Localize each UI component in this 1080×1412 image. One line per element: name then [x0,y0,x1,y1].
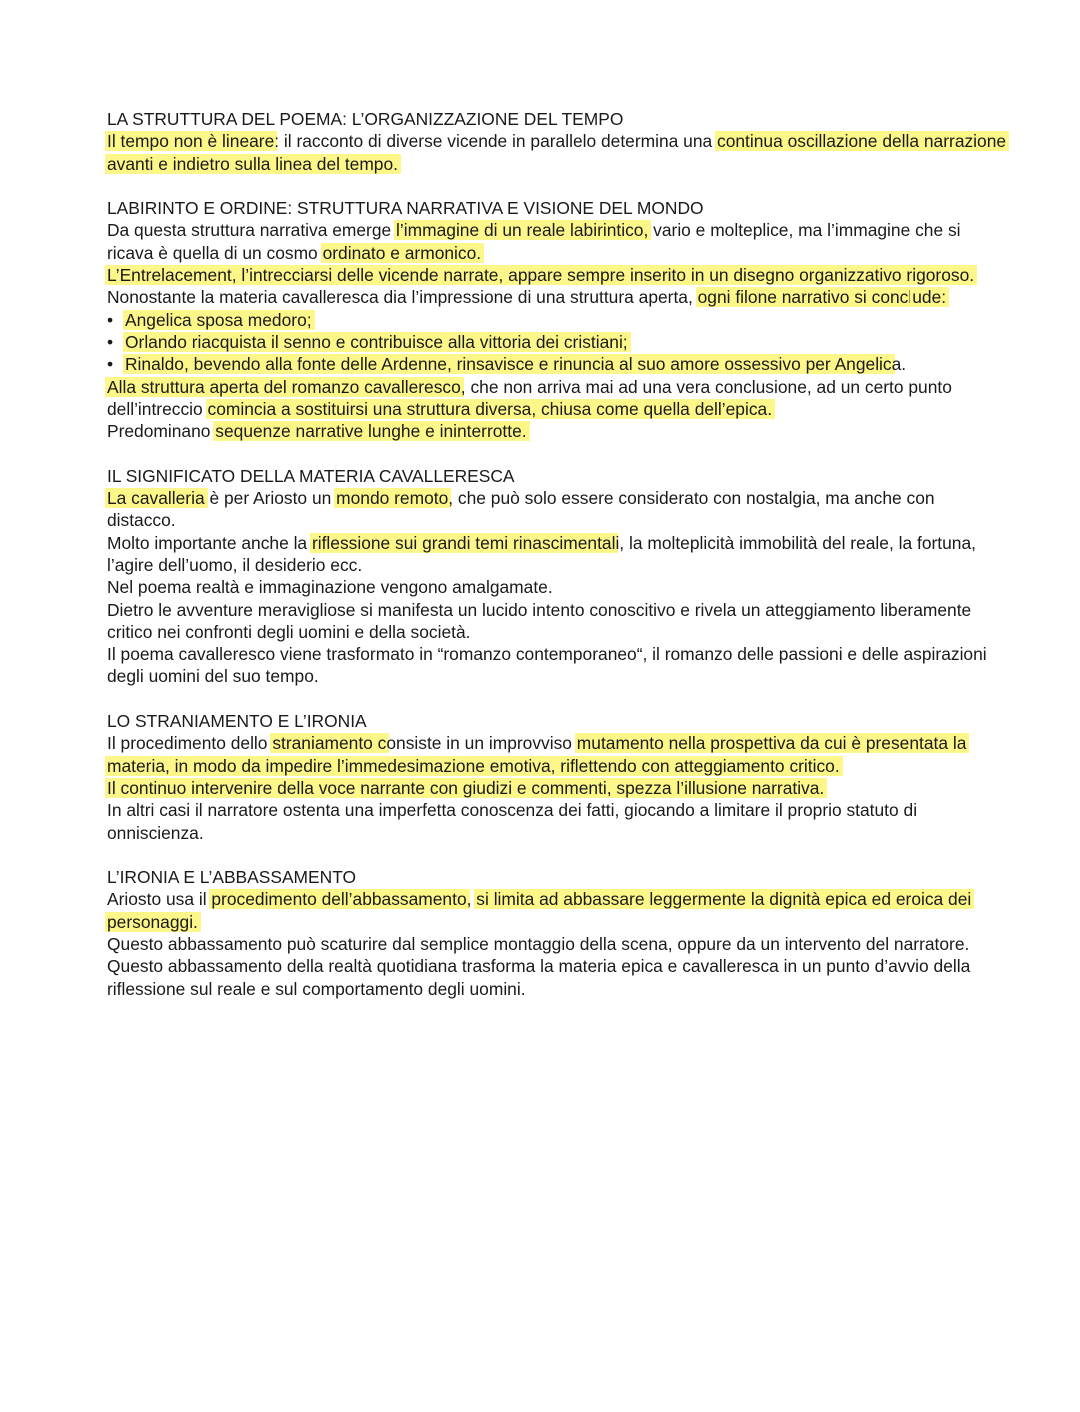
highlighted-text: continua oscillazione della narrazione avanti e indietro sulla linea del tempo. [107,131,1007,174]
paragraph [107,219,1007,264]
document-page [107,108,1007,1022]
highlighted-text: L’Entrelacement, l’intrecciarsi delle vicende narrate, appare sempre inserito in un disegno organizzativo rigoroso. [107,265,975,286]
highlighted-text: mutamento nella prospettiva da cui è presentata la materia, in modo da impedire l’immedesimazione emotiva, riflettendo con atteggiamento critico. [107,733,967,776]
paragraph [107,888,1007,933]
bullet-item [107,353,1007,375]
paragraph [107,955,1007,1000]
paragraph [107,599,1007,644]
bullet-item [107,309,1007,331]
text-run: vario e molteplice, ma l’immagine che si ricava è quella di un cosmo [107,220,961,263]
bullet-list [107,309,1007,376]
highlighted-text: Il continuo intervenire della voce narrante con giudizi e commenti, spezza l’illusione narrativa. [107,777,825,798]
paragraph [107,532,1007,577]
highlighted-text: l’immagine di un reale labirintico, [396,220,649,241]
text-run: : il racconto di diverse vicende in parallelo determina una [274,131,717,152]
section-title: LO STRANIAMENTO E L’IRONIA [107,711,367,732]
highlighted-text: ogni filone narrativo si concl [697,287,913,308]
highlighted-text: Orlando riacquista il senno e contribuisce alla vittoria dei cristiani; [125,331,628,352]
document-section [107,866,1007,1000]
paragraph [107,264,1007,286]
highlighted-text: Rinaldo, bevendo alla fonte delle Ardenne, rinsavisce e rinuncia al suo amore ossessivo per Angelic [125,354,892,375]
paragraph [107,576,1007,598]
highlighted-text: La cavalleria [107,488,205,509]
text-run: , che può solo essere considerato con nostalgia, ma anche con distacco. [107,488,935,531]
text-run: Questo abbassamento della realtà quotidiana trasforma la materia epica e cavalleresca in un punto d’avvio della riflessione sul reale e sul comportamento degli uomini. [107,956,971,999]
bullet-item [107,331,1007,353]
paragraph [107,420,1007,442]
text-run: , [466,889,477,910]
highlighted-text: sequenze narrative lunghe e ininterrotte. [215,421,527,442]
highlighted-text: riflessione sui grandi temi rinascimental [311,532,616,553]
highlighted-text: Alla struttura aperta del romanzo cavalleresco [107,376,461,397]
paragraph [107,643,1007,688]
highlighted-text: procedimento dell’abbassamento [211,889,467,910]
text-run: Predominano [107,421,216,442]
paragraph [107,799,1007,844]
paragraph [107,732,1007,777]
highlighted-text: ordinato e armonico. [322,242,482,263]
highlighted-text: mondo remoto [336,488,449,509]
text-run: i, la molteplicità immobilità del reale, la fortuna, l’agire dell’uomo, il desiderio ecc. [107,532,976,575]
document-section [107,108,1007,175]
text-run: Nonostante la materia cavalleresca dia l’impressione di una struttura aperta, [107,287,698,308]
text-run: Ariosto usa il [107,889,212,910]
highlighted-text: Il tempo non è lineare [107,131,275,152]
text-run: onsiste in un improvviso [386,733,577,754]
text-run: Questo abbassamento può scaturire dal semplice montaggio della scena, oppure da un intervento del narratore. [107,933,970,954]
highlighted-text: si limita ad abbassare leggermente la dignità epica ed eroica dei personaggi. [107,889,972,932]
text-run: Nel poema realtà e immaginazione vengono amalgamate. [107,577,553,598]
text-run: Il procedimento dello [107,733,273,754]
text-run: a. [891,354,907,375]
paragraph [107,130,1007,175]
document-section [107,465,1007,688]
paragraph [107,487,1007,532]
document-section [107,710,1007,844]
text-run: è per Ariosto un [204,488,337,509]
text-run: , che non arriva mai ad una vera conclusione, ad un certo punto dell’intreccio [107,376,952,419]
paragraph [107,376,1007,421]
section-title: IL SIGNIFICATO DELLA MATERIA CAVALLERESCA [107,465,515,486]
paragraph [107,933,1007,955]
highlighted-text: Angelica sposa medoro; [125,309,312,330]
paragraph [107,286,1007,308]
section-title: LABIRINTO E ORDINE: STRUTTURA NARRATIVA E VISIONE DEL MONDO [107,198,704,219]
text-run: Il poema cavalleresco viene trasformato in “romanzo contemporaneo“, il romanzo delle passioni e delle aspirazioni degli uomini del suo tempo. [107,644,987,687]
paragraph [107,777,1007,799]
text-run: Dietro le avventure meravigliose si manifesta un lucido intento conoscitivo e rivela un atteggiamento liberamente critico nei confronti degli uomini e della società. [107,599,972,642]
highlighted-text: ude: [912,287,947,308]
document-section [107,197,1007,442]
text-run: Da questa struttura narrativa emerge [107,220,397,241]
highlighted-text: comincia a sostituirsi una struttura diversa, chiusa come quella dell’epica. [207,398,773,419]
text-run: In altri casi il narratore ostenta una imperfetta conoscenza dei fatti, giocando a limitare il proprio statuto di onniscienza. [107,800,918,843]
text-run: Molto importante anche la [107,532,312,553]
section-title: LA STRUTTURA DEL POEMA: L’ORGANIZZAZIONE DEL TEMPO [107,109,624,129]
highlighted-text: straniamento c [272,733,387,754]
section-title: L’IRONIA E L’ABBASSAMENTO [107,867,357,888]
